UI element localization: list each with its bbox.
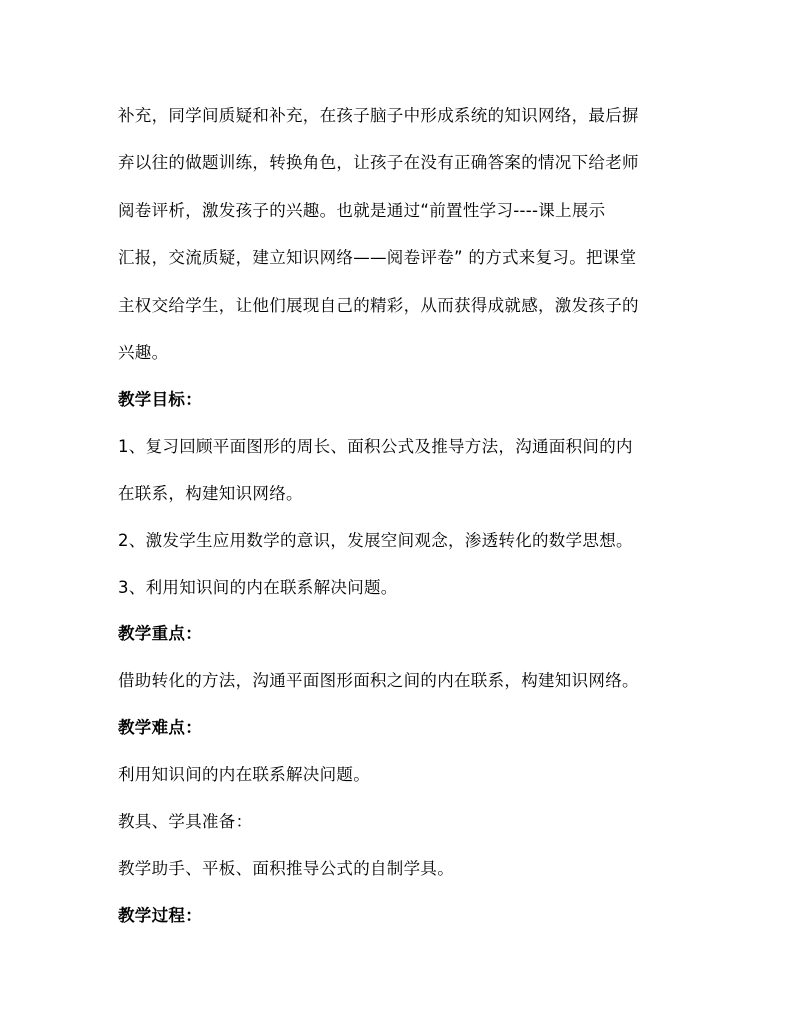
paragraph-line-1: 补充，同学间质疑和补充，在孩子脑子中形成系统的知识网络，最后摒 (118, 106, 639, 125)
objective-item-2: 2、激发学生应用数学的意识，发展空间观念，渗透转化的数学思想。 (118, 531, 633, 550)
section-heading-objectives: 教学目标： (118, 390, 202, 409)
section-heading-materials: 教具、学具准备： (118, 812, 253, 831)
section-heading-difficulties: 教学难点： (118, 718, 202, 737)
section-heading-process: 教学过程： (118, 906, 202, 925)
section-heading-key-points: 教学重点： (118, 624, 202, 643)
objective-item-1: 1、复习回顾平面图形的周长、面积公式及推导方法，沟通面积间的内 (118, 437, 633, 456)
paragraph-line-2: 弃以往的做题训练，转换角色，让孩子在没有正确答案的情况下给老师 (118, 153, 639, 172)
paragraph-line-4: 汇报，交流质疑，建立知识网络——阅卷评卷” 的方式来复习。把课堂 (118, 248, 637, 267)
key-points-text: 借助转化的方法，沟通平面图形面积之间的内在联系，构建知识网络。 (118, 671, 639, 690)
paragraph-line-5: 主权交给学生，让他们展现自己的精彩，从而获得成就感，激发孩子的 (118, 296, 639, 315)
materials-text: 教学助手、平板、面积推导公式的自制学具。 (118, 859, 454, 878)
objective-item-1-cont: 在联系，构建知识网络。 (118, 484, 303, 503)
difficulties-text: 利用知识间的内在联系解决问题。 (118, 765, 370, 784)
paragraph-line-6: 兴趣。 (118, 343, 169, 362)
objective-item-3: 3、利用知识间的内在联系解决问题。 (118, 578, 398, 597)
paragraph-line-3: 阅卷评析，激发孩子的兴趣。也就是通过“前置性学习----课上展示 (118, 201, 606, 220)
